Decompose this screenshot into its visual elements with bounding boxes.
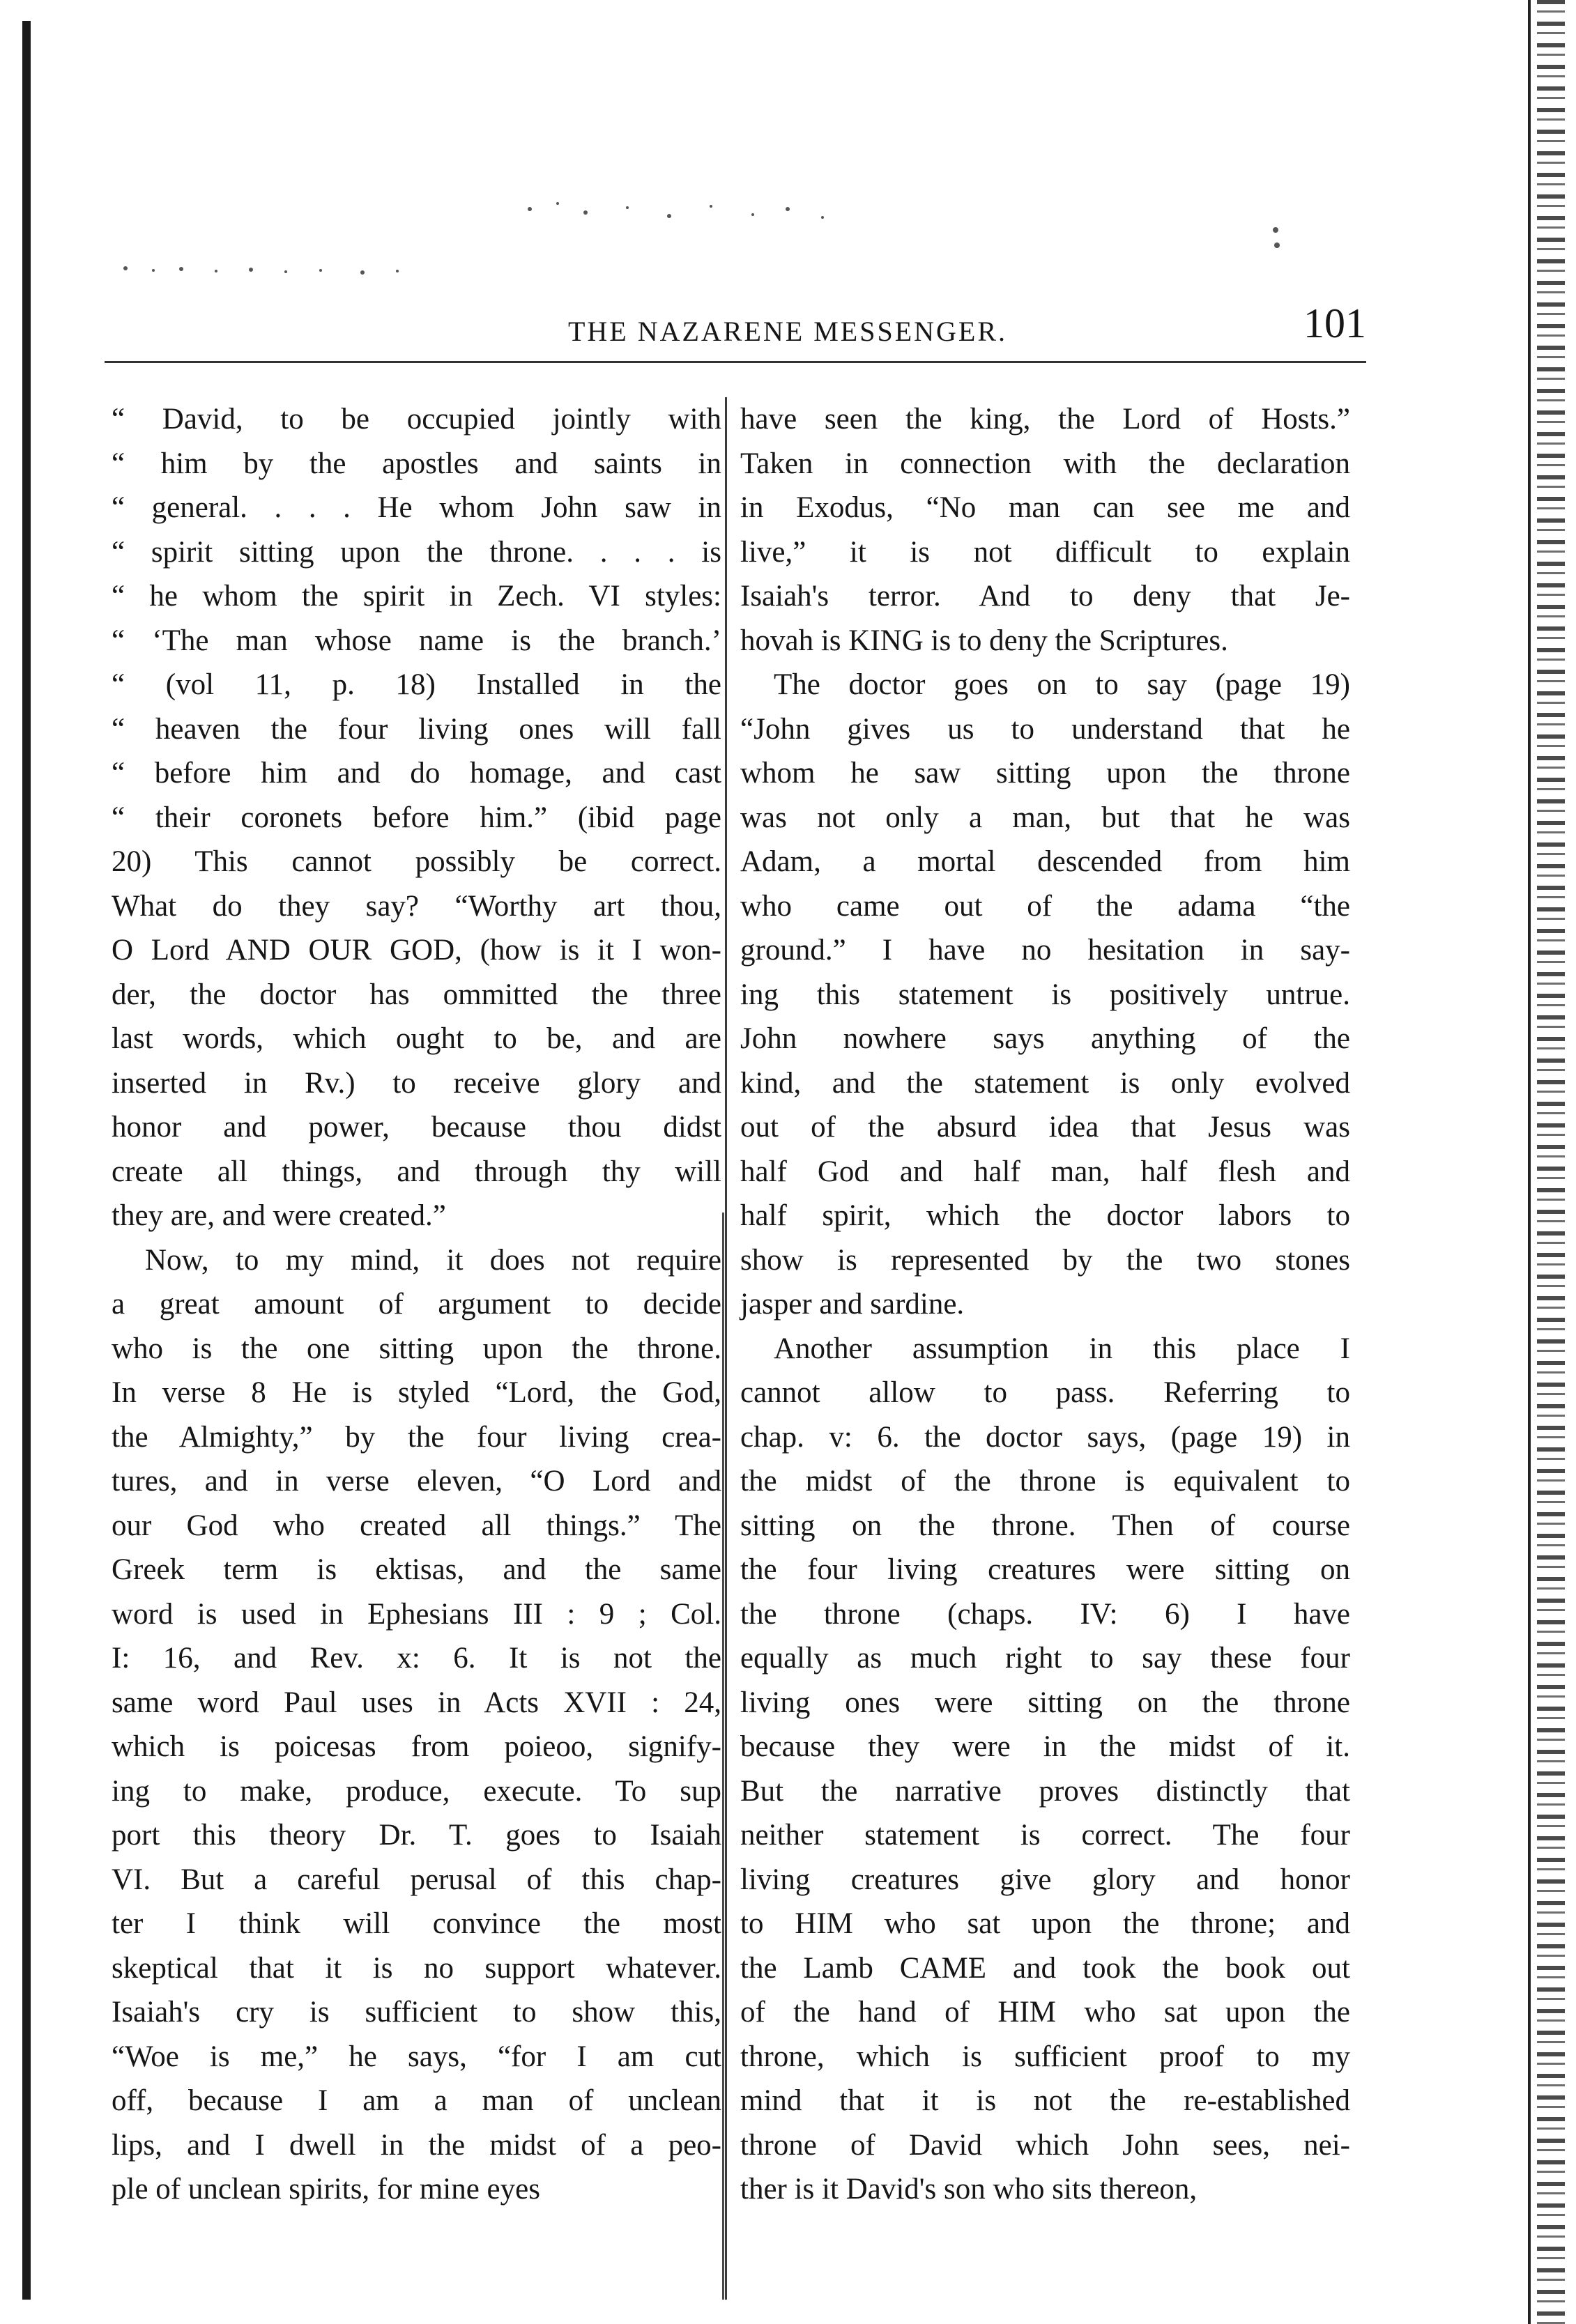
- text-line: mind that it is not the re-established: [740, 2084, 1350, 2117]
- text-line: our God who created all things.” The: [112, 1509, 721, 1542]
- text-line: “ their coronets before him.” (ibid page: [112, 801, 721, 834]
- binding-edge-line: [1528, 0, 1531, 2324]
- text-line: Isaiah's terror. And to deny that Je-: [740, 580, 1350, 613]
- text-line: whom he saw sitting upon the throne: [740, 757, 1350, 790]
- page-number: 101: [1303, 300, 1366, 346]
- text-line: ter I think will convince the most: [112, 1907, 721, 1940]
- text-line: Adam, a mortal descended from him: [740, 845, 1350, 878]
- text-line: “ before him and do homage, and cast: [112, 757, 721, 790]
- text-line: “ general. . . . He whom John saw in: [112, 491, 721, 524]
- binding-edge: [1537, 0, 1565, 2324]
- paragraph: [740, 1327, 1350, 2212]
- header-rule: [105, 361, 1366, 363]
- text-line: port this theory Dr. T. goes to Isaiah: [112, 1819, 721, 1852]
- text-line: throne of David which John sees, nei-: [740, 2128, 1350, 2162]
- text-line: jasper and sardine.: [740, 1288, 965, 1321]
- text-line: throne, which is sufficient proof to my: [740, 2040, 1350, 2073]
- text-line: ther is it David's son who sits thereon,: [740, 2173, 1198, 2206]
- text-line: O Lord AND OUR GOD, (how is it I won-: [112, 934, 721, 967]
- text-line: word is used in Ephesians III : 9 ; Col.: [112, 1597, 721, 1631]
- text-line: out of the absurd idea that Jesus was: [740, 1111, 1350, 1144]
- text-line: last words, which ought to be, and are: [112, 1022, 721, 1055]
- column-divider: [725, 397, 727, 2300]
- paragraph: [740, 663, 1350, 1327]
- text-line: honor and power, because thou didst: [112, 1111, 721, 1144]
- text-line: “ ‘The man whose name is the branch.’: [112, 624, 721, 657]
- text-line: ground.” I have no hesitation in say-: [740, 934, 1350, 967]
- paragraph: [740, 397, 1350, 663]
- text-line: in Exodus, “No man can see me and: [740, 491, 1350, 524]
- text-line: Another assumption in this place I: [774, 1332, 1350, 1365]
- text-line: “John gives us to understand that he: [740, 712, 1350, 746]
- text-line: John nowhere says anything of the: [740, 1022, 1350, 1055]
- text-line: tures, and in verse eleven, “O Lord and: [112, 1465, 721, 1498]
- text-line: who is the one sitting upon the throne.: [112, 1332, 721, 1365]
- text-line: skeptical that it is no support whatever.: [112, 1951, 721, 1985]
- text-line: to HIM who sat upon the throne; and: [740, 1907, 1350, 1940]
- text-line: ple of unclean spirits, for mine eyes: [112, 2173, 540, 2206]
- text-line: “ David, to be occupied jointly with: [112, 403, 721, 436]
- paragraph: [112, 397, 721, 1238]
- page-header: [105, 300, 1366, 355]
- text-line: which is poicesas from poieoo, signify-: [112, 1730, 721, 1763]
- text-line: half spirit, which the doctor labors to: [740, 1199, 1350, 1232]
- text-line: off, because I am a man of unclean: [112, 2084, 721, 2117]
- text-line: living creatures give glory and honor: [740, 1863, 1350, 1896]
- text-line: Now, to my mind, it does not require: [145, 1243, 721, 1277]
- text-line: Taken in connection with the declaration: [740, 447, 1350, 480]
- text-line: What do they say? “Worthy art thou,: [112, 889, 721, 923]
- text-line: live,” it is not difficult to explain: [740, 535, 1350, 569]
- column-divider-lower: [722, 1213, 724, 2300]
- text-line: “ he whom the spirit in Zech. VI styles:: [112, 580, 721, 613]
- text-line: 20) This cannot possibly be correct.: [112, 845, 721, 878]
- text-line: they are, and were created.”: [112, 1199, 446, 1232]
- text-line: lips, and I dwell in the midst of a peo-: [112, 2128, 721, 2162]
- page-edge-shadow: [22, 21, 31, 2300]
- text-line: “ him by the apostles and saints in: [112, 447, 721, 480]
- print-speckles: [98, 188, 1283, 286]
- text-line: have seen the king, the Lord of Hosts.”: [740, 403, 1350, 436]
- text-line: of the hand of HIM who sat upon the: [740, 1996, 1350, 2029]
- text-line: chap. v: 6. the doctor says, (page 19) in: [740, 1420, 1350, 1454]
- running-title: THE NAZARENE MESSENGER.: [567, 316, 1008, 347]
- text-line: In verse 8 He is styled “Lord, the God,: [112, 1376, 721, 1409]
- text-line: ing to make, produce, execute. To sup: [112, 1774, 721, 1808]
- text-line: a great amount of argument to decide: [112, 1288, 721, 1321]
- text-line: Isaiah's cry is sufficient to show this,: [112, 1996, 721, 2029]
- text-line: sitting on the throne. Then of course: [740, 1509, 1350, 1542]
- text-line: The doctor goes on to say (page 19): [774, 668, 1350, 701]
- text-line: der, the doctor has ommitted the three: [112, 978, 721, 1011]
- text-line: the throne (chaps. IV: 6) I have: [740, 1597, 1350, 1631]
- text-line: ing this statement is positively untrue.: [740, 978, 1350, 1011]
- text-line: create all things, and through thy will: [112, 1155, 721, 1188]
- paragraph: [112, 1238, 721, 2212]
- text-line: half God and half man, half flesh and: [740, 1155, 1350, 1188]
- text-line: because they were in the midst of it.: [740, 1730, 1350, 1763]
- text-line: “ heaven the four living ones will fall: [112, 712, 721, 746]
- text-line: Greek term is ektisas, and the same: [112, 1553, 721, 1586]
- text-line: neither statement is correct. The four: [740, 1819, 1350, 1852]
- text-line: VI. But a careful perusal of this chap-: [112, 1863, 721, 1896]
- text-line: “ (vol 11, p. 18) Installed in the: [112, 668, 721, 701]
- text-line: was not only a man, but that he was: [740, 801, 1350, 834]
- text-line: “ spirit sitting upon the throne. . . . is: [112, 535, 721, 569]
- text-line: But the narrative proves distinctly that: [740, 1774, 1350, 1808]
- text-line: who came out of the adama “the: [740, 889, 1350, 923]
- text-line: kind, and the statement is only evolved: [740, 1066, 1350, 1100]
- text-line: I: 16, and Rev. x: 6. It is not the: [112, 1642, 721, 1675]
- text-line: the Lamb CAME and took the book out: [740, 1951, 1350, 1985]
- text-line: the Almighty,” by the four living crea-: [112, 1420, 721, 1454]
- text-line: the midst of the throne is equivalent to: [740, 1465, 1350, 1498]
- text-line: “Woe is me,” he says, “for I am cut: [112, 2040, 721, 2073]
- text-line: same word Paul uses in Acts XVII : 24,: [112, 1686, 721, 1719]
- right-column: [740, 397, 1350, 2212]
- text-line: hovah is KING is to deny the Scriptures.: [740, 624, 1228, 657]
- text-line: show is represented by the two stones: [740, 1243, 1350, 1277]
- text-line: cannot allow to pass. Referring to: [740, 1376, 1350, 1409]
- text-line: inserted in Rv.) to receive glory and: [112, 1066, 721, 1100]
- text-line: equally as much right to say these four: [740, 1642, 1350, 1675]
- text-line: living ones were sitting on the throne: [740, 1686, 1350, 1719]
- left-column: [112, 397, 721, 2212]
- text-line: the four living creatures were sitting on: [740, 1553, 1350, 1586]
